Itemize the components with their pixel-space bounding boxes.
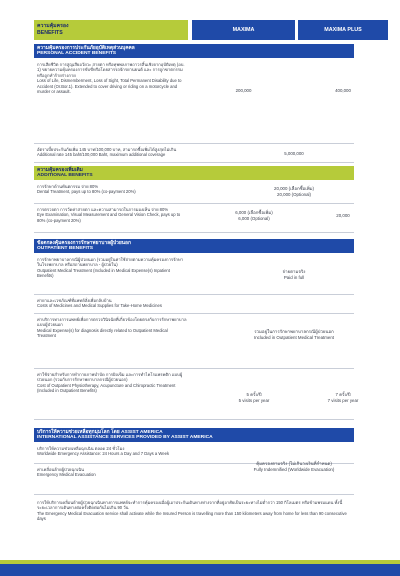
value-maxima-plus: 7 ครั้ง/ปี 7 visits per year (327, 392, 359, 403)
table-row (34, 461, 354, 495)
section-title-th: ข้อตกลงคุ้มครองการรักษาพยาบาลผู้ป่วยนอก (37, 240, 131, 246)
value-maxima: 6,000 (เลือกซื้อเพิ่ม) 6,000 (Optional) (235, 210, 273, 221)
table-row (34, 145, 354, 163)
row-description: บริการให้ความช่วยเหลือฉุกเฉิน ตลอด 24 ชั่วโมง Worldwide Emergency Assistance: 24 Hours a Day and 7 Days a Week (37, 446, 170, 457)
value-maxima: 200,000 (235, 88, 252, 93)
row-description: ค่าบริการทางการแพทย์เพื่อการตรวจวินิจฉัยที่เกี่ยวข้องโดยตรงกับการรักษาพยาบาลแบบผู้ป่วยนอก Medical Expense(s) for diagnosis directly related to Outpatient Medical Treatment (37, 317, 187, 339)
benefits-header-en: BENEFITS (37, 29, 63, 36)
section-title-th: บริการให้ความช่วยเหลือทุกมุมโลก โดย ASSIST AMERICA (37, 429, 163, 435)
value-both-plans: รวมอยู่ในการรักษาพยาบาลกรณีผู้ป่วยนอก Included in Outpatient Medical Treatment (253, 329, 335, 340)
row-description: การให้บริการเคลื่อนย้ายผู้ป่วยฉุกเฉินทางการแพทย์จะทำการคุ้มครองเมื่อผู้เอาประกันเดินทางห่างจากที่อยู่อาศัยเป็นระยะทางไม่ต่ำกว่า 150 กิโลเมตร หรือข้ามพรมแดน ทั้งนี้ระยะเวลาการเดินทางต่อครั้งติดต่อกันไม่เกิน 90 วัน The Emergency Medical Evacuation service shall activate while the Insured Person is travelling more than 150 kilometers away from home for less than 90 consecutive days (37, 500, 347, 522)
section-title-th: ความคุ้มครองการประกันภัยอุบัติเหตุส่วนบุคคล (37, 45, 135, 51)
value-both-plans: จ่ายตามจริง Paid in full (282, 269, 306, 280)
row-description: การตรวจตา การวัดค่าสายตา และความสามารถในการมองเห็น จ่าย 80% Eye Examination, Visual Measurement and General Vision Check, pays up to 80% (co-payment 20%) (37, 207, 181, 223)
benefits-header-cell (34, 20, 188, 40)
plan-header-maxima-plus: MAXIMA PLUS (298, 20, 388, 40)
value-both-plans: 5,000,000 (284, 151, 304, 156)
table-header (34, 20, 388, 40)
row-description: การรักษาด้านทันตกรรม จ่าย 80% Dental Treatment, pays up to 80% (co-payment 20%) (37, 184, 136, 195)
table-row (34, 315, 354, 369)
section-personal-accident (34, 44, 354, 58)
footer-bar (0, 564, 400, 576)
section-title-en: ADDITIONAL BENEFITS (37, 173, 93, 179)
section-title-en: OUTPATIENT BENEFITS (37, 246, 94, 252)
row-description: ค่าเคลื่อนย้ายผู้ป่วยฉุกเฉิน Emergency Medical Evacuation (37, 467, 96, 478)
section-title-th: ความคุ้มครองเพิ่มเติม (37, 167, 83, 173)
table-row (34, 498, 354, 542)
section-title-en: INTERNATIONAL ASSISTANCE SERVICES PROVIDED BY ASSIST AMERICA (37, 435, 213, 441)
row-description: การรักษาพยาบาลกรณีผู้ป่วยนอก (รวมอยู่ในค่าใช้จ่ายตามความคุ้มครองการรักษาในโรงพยาบาล หรือสถานพยาบาล - ผู้ป่วยใน) Outpatient Medical Treatment (Included in Medical Expense(s) Inpatient Benefits) (37, 257, 184, 279)
section-title-en: PERSONAL ACCIDENT BENEFITS (37, 51, 117, 57)
row-description: อัตราเบี้ยประกันภัยเพิ่ม 145 บาท/100,000 บาท, สามารถซื้อเพิ่มได้สูงสุดไม่เกิน Additional rate 145 baht/100,000 Baht, maximum additional coverage (37, 147, 177, 158)
value-both-plans: คุ้มครองตามจริง (ไม่เกินวงเงินที่กำหนด) Fully Indemnified (Worldwide Evacuation) (253, 461, 335, 472)
table-row (34, 182, 354, 204)
table-row (34, 255, 354, 295)
section-additional-benefits (34, 166, 354, 180)
table-row (34, 205, 354, 233)
row-description: ค่าใช้จ่ายสำหรับการทำกายภาพบำบัด การฝังเข็ม และการทำไคโรแพรคติก แบบผู้ป่วยนอก (รวมกับการรักษาพยาบาลกรณีผู้ป่วยนอก) Cost of Outpatient Physiotherapy, Acupuncture and Chiropractic Treatment (Included in Outpatient Benefits) (37, 372, 183, 394)
table-row (34, 60, 354, 144)
row-description: การเสียชีวิต การสูญเสียอวัยวะ สายตา หรือทุพพลภาพถาวรสิ้นเชิงจากอุบัติเหตุ (อบ. 1) ขยายความคุ้มครองการขับขี่หรือโดยสารรถจักรยานยนต์ และ การถูกฆาตกรรมหรือถูกทำร้ายร่างกาย Loss of Life, Dismemberment, Loss of Sight, Total Permanent Disability due to Accident (Or.Bor.1). Extended to cover driving or riding on a motorcycle and murder or assault. (37, 62, 185, 95)
row-description: ค่ายาและเวชภัณฑ์ที่แพทย์สั่งเพื่อกลับบ้าน Costs of Medicines and Medical Supplies for Take-Home Medicines (37, 298, 162, 309)
value-maxima: 5 ครั้ง/ปี 5 visits per year (238, 392, 270, 403)
plan-header-maxima: MAXIMA (192, 20, 295, 40)
section-international-assistance (34, 428, 354, 442)
value-both-plans: 20,000 (เลือกซื้อเพิ่ม) 20,000 (Optional) (274, 186, 314, 197)
value-maxima-plus: 400,000 (335, 88, 351, 93)
section-outpatient-benefits (34, 239, 354, 253)
table-row (34, 370, 359, 420)
value-maxima-plus: 20,000 (336, 213, 350, 218)
benefits-header-th: ความคุ้มครอง (37, 23, 69, 29)
table-row (34, 296, 354, 314)
